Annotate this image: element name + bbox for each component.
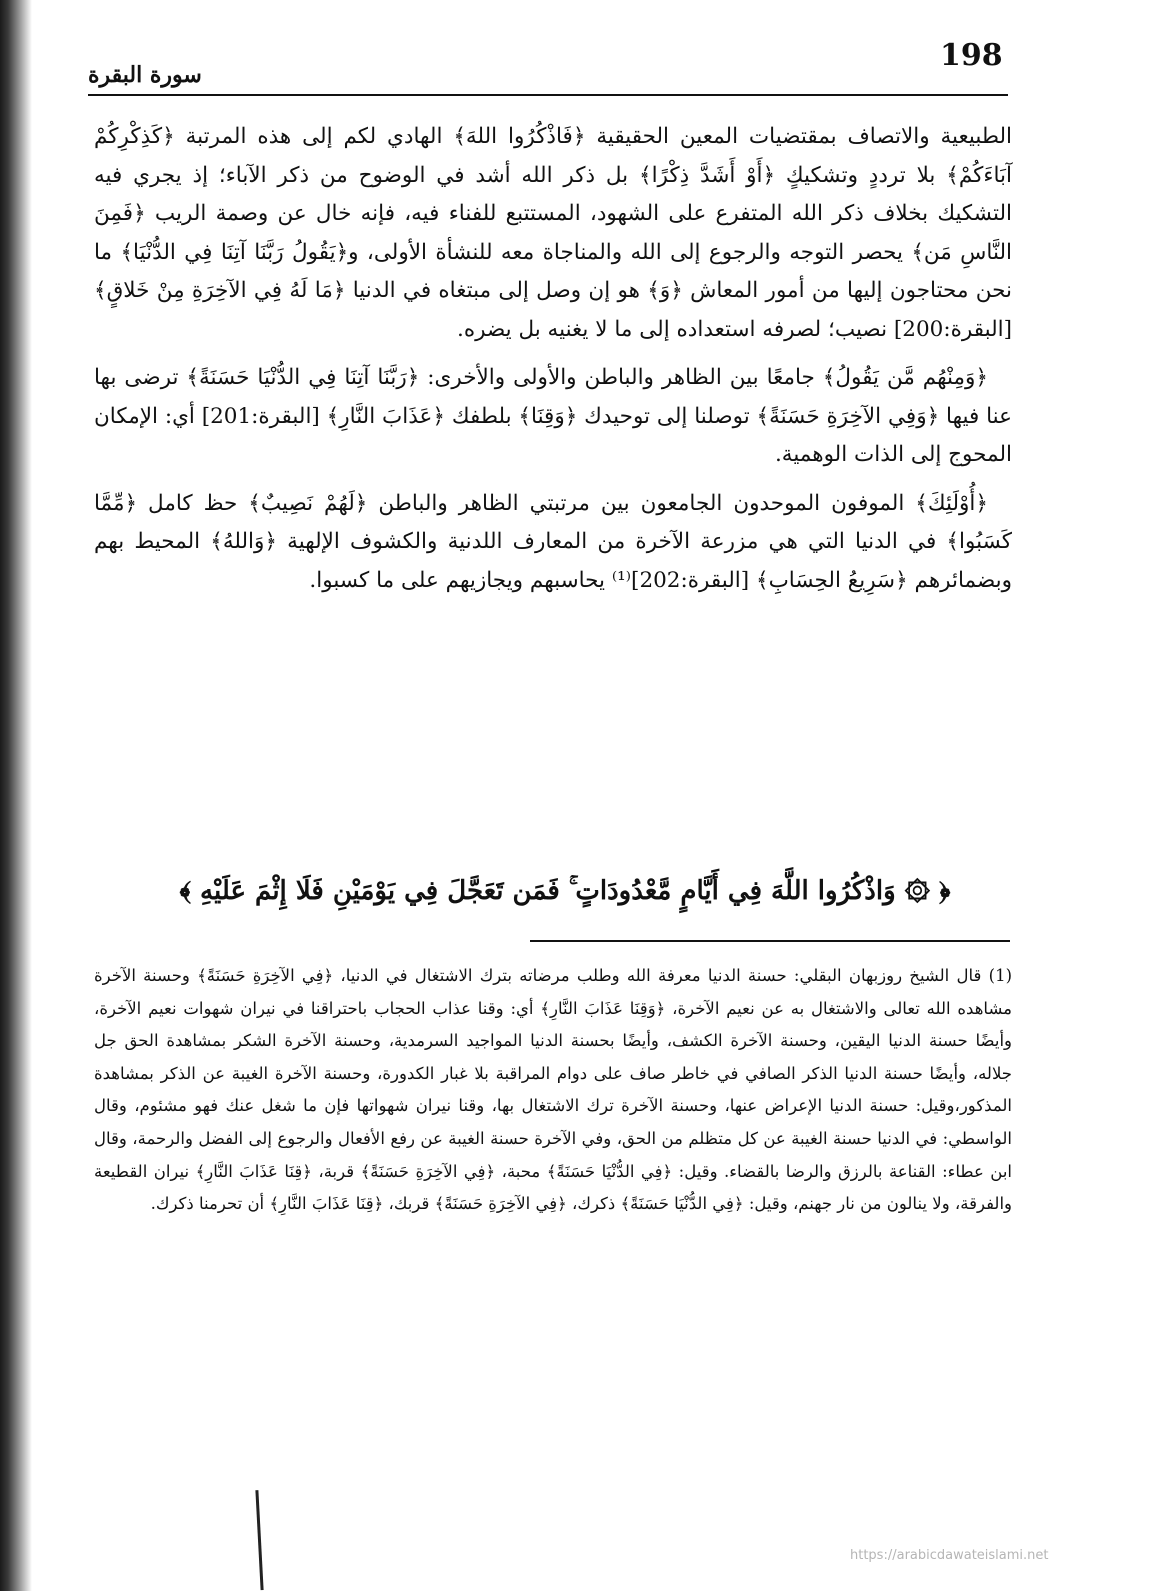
footnote-divider [530, 940, 1010, 942]
watermark-url: https://arabicdawateislami.net [850, 1548, 1049, 1563]
page-number: 198 [940, 38, 1003, 73]
header-divider [88, 94, 1008, 96]
quran-verse-line: ﴿ ۞ وَاذْكُرُوا اللَّهَ فِي أَيَّامٍ مَّعْدُودَاتٍ ۚ فَمَن تَعَجَّلَ فِي يَوْمَيْنِ فَلَا إِثْمَ عَلَيْهِ ﴾ [179, 876, 951, 906]
paragraph: ﴿أُوْلَئِكَ﴾ الموفون الموحدون الجامعون بين مرتبتي الظاهر والباطن ﴿لَهُمْ نَصِيبٌ﴾ حظ كامل ﴿مِّمَّا كَسَبُوا﴾ في الدنيا التي هي مزرعة الآخرة من المعارف اللدنية والكشوف الإلهية ﴿وَاللهُ﴾ المحيط بهم وبضمائرهم ﴿سَرِيعُ الحِسَابِ﴾ [البقرة:202]⁽¹⁾ يحاسبهم ويجازيهم على ما كسبوا. [94, 490, 1012, 593]
footnote: (1) قال الشيخ روزبهان البقلي: حسنة الدنيا معرفة الله وطلب مرضاته بترك الاشتغال في الدنيا، ﴿فِي الآخِرَةِ حَسَنَةً﴾ وحسنة الآخرة مشاهده الله تعالى والاشتغال به عن نعيم الآخرة، ﴿وَقِنَا عَذَابَ النَّارِ﴾ أي: وقنا عذاب الحجاب باحتراقنا في نيران شهوات نعيم الآخرة، وأيضًا حسنة الدنيا اليقين، وحسنة الآخرة الكشف، وأيضًا بحسنة الدنيا المواجيد السرمدية، وحسنة الآخرة الشكر بمشاهدة الحق جل جلاله، وأيضًا حسنة الدنيا الذكر الصافي في خاطر صاف على دوام المراقبة بلا غبار الكدورة، وحسنة الآخرة الغيبة عن الذكر بمشاهدة المذكور،وقيل: حسنة الدنيا الإعراض عنها، وحسنة الآخرة ترك الاشتغال بها، وقنا نيران شهواتها فإن ما شغل عنك فهو مشئوم، وقال الواسطي: في الدنيا حسنة الغيبة عن كل متظلم من الحق، وفي الآخرة حسنة الغيبة عن رفع الأفعال والرجوع إلى الفضل والرحمة، وقال ابن عطاء: القناعة بالرزق والرضا بالقضاء. وقيل: ﴿فِي الدُّنْيَا حَسَنَةً﴾ محبة، ﴿فِي الآخِرَةِ حَسَنَةً﴾ قربة، ﴿قِنَا عَذَابَ النَّارِ﴾ نيران القطيعة والفرقة، ولا ينالون من نار جهنم، وقيل: ﴿فِي الدُّنْيَا حَسَنَةً﴾ ذكرك، ﴿فِي الآخِرَةِ حَسَنَةً﴾ قربك، ﴿قِنَا عَذَابَ النَّارِ﴾ أن تحرمنا ذكرك. [94, 966, 1012, 1214]
footnotes [94, 960, 1012, 1221]
running-header-surah-title: سورة البقرة [88, 62, 202, 88]
scan-shadow-edge [0, 0, 32, 1591]
pen-mark [255, 1490, 269, 1590]
paragraph: ﴿وَمِنْهُم مَّن يَقُولُ﴾ جامعًا بين الظاهر والباطن والأولى والأخرى: ﴿رَبَّنَا آتِنَا فِي الدُّنْيَا حَسَنَةً﴾ ترضى بها عنا فيها ﴿وَفِي الآخِرَةِ حَسَنَةً﴾ توصلنا إلى توحيدك ﴿وَقِنَا﴾ بلطفك ﴿عَذَابَ النَّارِ﴾ [البقرة:201] أي: الإمكان المحوج إلى الذات الوهمية. [94, 365, 1012, 467]
main-text [94, 118, 1012, 610]
paragraph: الطبيعية والاتصاف بمقتضيات المعين الحقيقية ﴿فَاذْكُرُوا اللهَ﴾ الهادي لكم إلى هذه المرتبة ﴿كَذِكْرِكُمْ آبَاءَكُمْ﴾ بلا ترددٍ وتشكيكٍ ﴿أَوْ أَشَدَّ ذِكْرًا﴾ بل ذكر الله أشد في الوضوح من ذكر الآباء؛ إذ يجري فيه التشكيك بخلاف ذكر الله المتفرع على الشهود، المستتبع للفناء فيه، فإنه خال عن وصمة الريب ﴿فَمِنَ النَّاسِ مَن﴾ يحصر التوجه والرجوع إلى الله والمناجاة معه للنشأة الأولى، و﴿يَقُولُ رَبَّنَا آتِنَا فِي الدُّنْيَا﴾ ما نحن محتاجون إليها من أمور المعاش ﴿وَ﴾ هو إن وصل إلى مبتغاه في الدنيا ﴿مَا لَهُ فِي الآخِرَةِ مِنْ خَلاقٍ﴾ [البقرة:200] نصيب؛ لصرفه استعداده إلى ما لا يغنيه بل يضره. [94, 124, 1012, 342]
